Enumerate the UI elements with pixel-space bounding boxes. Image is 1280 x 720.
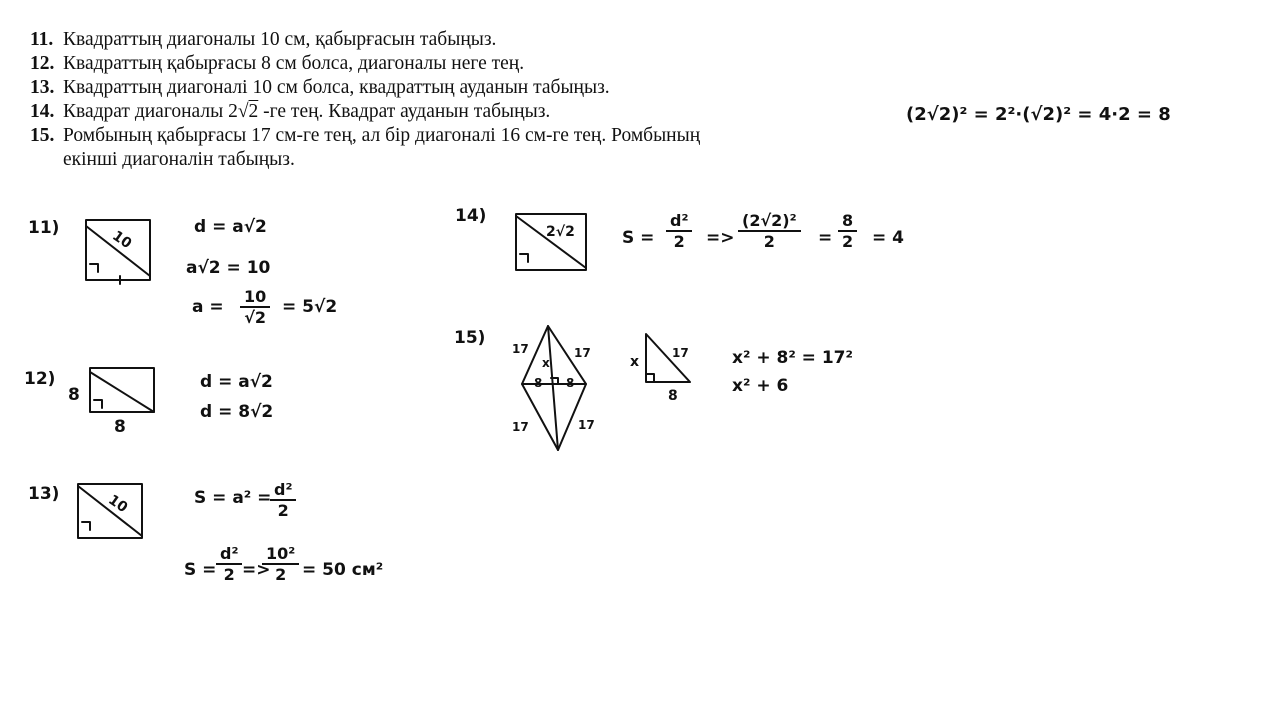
solution-12-label: 12) (24, 369, 56, 389)
problem-text: Квадрат диагоналы 2 (63, 101, 238, 122)
fraction-denominator: √2 (244, 308, 267, 327)
rhombus-side-bottom-right: 17 (578, 418, 595, 432)
problem-text: Квадраттың диагоналы 10 см, қабырғасын табыңыз. (63, 29, 497, 50)
solution-13-line2-lhs: S = (184, 560, 217, 580)
problem-14 (30, 100, 830, 124)
solution-14-fraction-2 (738, 211, 801, 251)
sqrt-symbol: √ (237, 101, 249, 122)
rhombus-half-diagonal-x: x (542, 356, 550, 370)
solution-11-line2: a√2 = 10 (186, 258, 271, 278)
diagram-12-side-bottom: 8 (114, 417, 126, 437)
solution-13-arrow: => (242, 560, 271, 580)
solution-13-fraction-3 (262, 544, 299, 584)
solution-14-lhs: S = (622, 228, 655, 248)
fraction-denominator: 2 (223, 565, 235, 584)
rhombus-side-bottom-left: 17 (512, 420, 529, 434)
problem-13 (30, 76, 830, 100)
rhombus-half-right: 8 (566, 376, 575, 390)
solution-11-line3-lhs: a = (192, 297, 224, 317)
note-top-right: (2√2)² = 2²·(√2)² = 4·2 = 8 (906, 104, 1171, 125)
problem-text: Ромбының қабырғасы 17 см-ге тең, ал бір диагоналі 16 см-ге тең. Ромбының (63, 125, 701, 146)
sqrt-argument: 2 (248, 101, 259, 122)
solution-15-eq1: x² + 8² = 17² (732, 348, 853, 368)
rhombus-side-top-left: 17 (512, 342, 529, 356)
square-diagram-12 (84, 364, 164, 424)
diagram-11-diag-label: 10 (109, 227, 135, 253)
fraction-denominator: 2 (763, 232, 775, 251)
problem-number: 11. (30, 29, 54, 50)
rhombus-side-top-right: 17 (574, 346, 591, 360)
fraction-numerator: d² (216, 544, 242, 565)
triangle-leg-x: x (630, 354, 640, 370)
solution-14-fraction-3 (838, 211, 857, 251)
solution-13-fraction-2 (216, 544, 242, 584)
problem-list (30, 28, 830, 172)
solution-14-arrow: => (706, 228, 735, 248)
solution-14-fraction-1 (666, 211, 692, 251)
problem-15 (30, 124, 830, 172)
solution-13-fraction-1 (270, 480, 296, 520)
fraction-denominator: 2 (275, 565, 287, 584)
problem-12 (30, 52, 830, 76)
fraction-numerator: 10² (262, 544, 299, 565)
solution-14-equals: = (818, 228, 833, 248)
solution-13-line2-rhs: = 50 см² (302, 560, 384, 580)
rhombus-half-left: 8 (534, 376, 543, 390)
diagram-14-diag-label: 2√2 (546, 224, 575, 240)
problem-text-end: -ге тең. Квадрат ауданын табыңыз. (258, 101, 551, 122)
fraction-numerator: 10 (240, 287, 270, 308)
right-triangle-diagram-15 (640, 330, 700, 390)
problem-number: 13. (30, 77, 55, 98)
fraction-numerator: 8 (838, 211, 857, 232)
solution-11-line3-rhs: = 5√2 (282, 297, 338, 317)
solution-12-line1: d = a√2 (200, 372, 273, 392)
problem-number: 15. (30, 125, 55, 146)
fraction-numerator: d² (666, 211, 692, 232)
triangle-hypotenuse: 17 (672, 346, 689, 360)
square-diagram-14 (510, 210, 592, 274)
problem-11 (30, 28, 830, 52)
fraction-numerator: d² (270, 480, 296, 501)
fraction-numerator: (2√2)² (738, 211, 801, 232)
diagram-13-diag-label: 10 (105, 491, 131, 517)
solution-12-line2: d = 8√2 (200, 402, 274, 422)
problem-text: Квадраттың қабырғасы 8 см болса, диагоналы неге тең. (63, 53, 525, 74)
square-diagram-11 (80, 216, 160, 286)
fraction-denominator: 2 (277, 501, 289, 520)
problem-text: Квадраттың диагоналі 10 см болса, квадраттың ауданын табыңыз. (63, 77, 610, 98)
problem-number: 14. (30, 101, 55, 122)
problem-text-continued: екінші диагоналін табыңыз. (63, 149, 295, 170)
solution-13-label: 13) (28, 484, 60, 504)
solution-15-eq2: x² + 6 (732, 376, 789, 396)
fraction-denominator: 2 (842, 232, 854, 251)
solution-13-line1-lhs: S = a² = (194, 488, 272, 508)
problem-number: 12. (30, 53, 55, 74)
triangle-base: 8 (668, 388, 678, 404)
solution-14-rhs: = 4 (872, 228, 904, 248)
solution-14-label: 14) (455, 206, 487, 226)
solution-11-line1: d = a√2 (194, 217, 267, 237)
diagram-12-side-left: 8 (68, 385, 80, 405)
solution-15-label: 15) (454, 328, 486, 348)
solution-11-label: 11) (28, 218, 60, 238)
solution-11-fraction (240, 287, 270, 327)
fraction-denominator: 2 (673, 232, 685, 251)
